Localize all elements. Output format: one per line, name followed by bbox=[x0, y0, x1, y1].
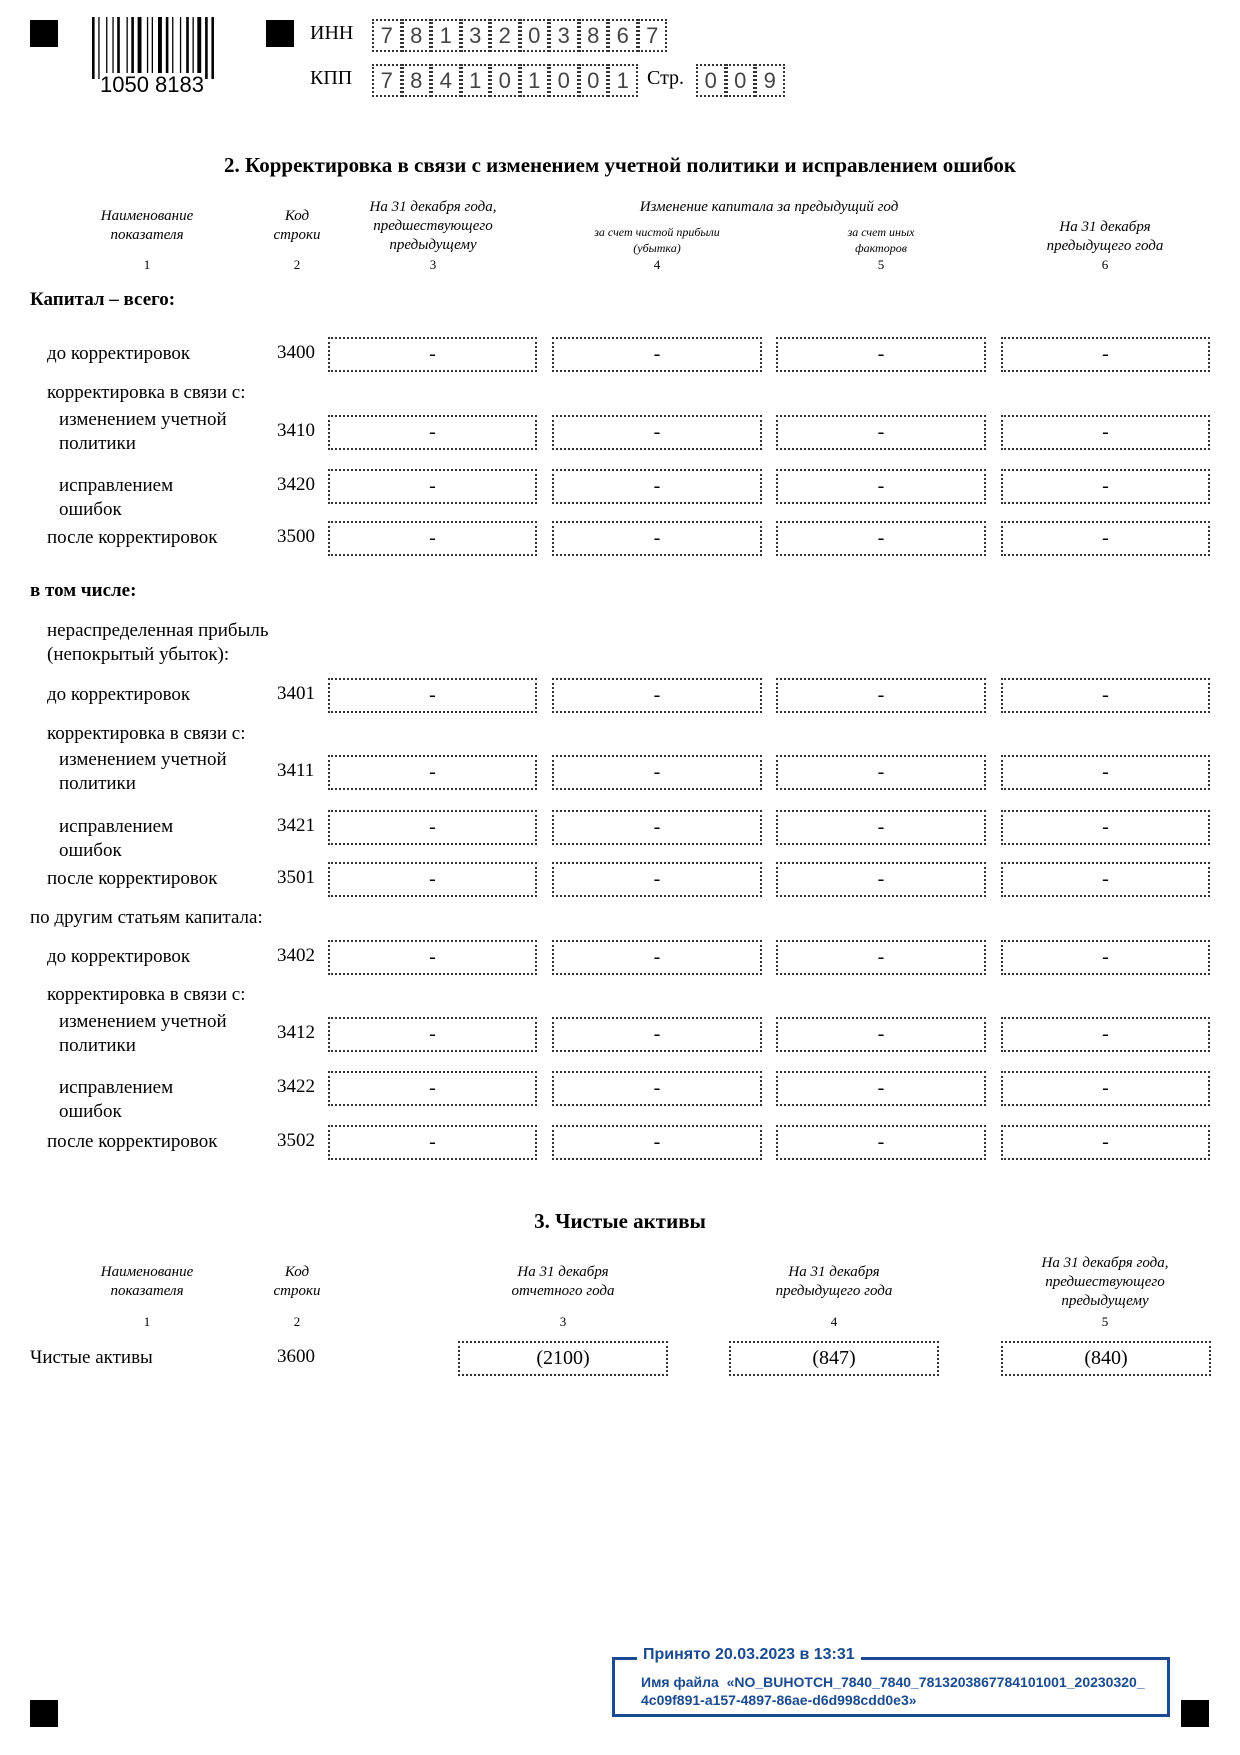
value-field[interactable]: - bbox=[1001, 469, 1210, 504]
row-label: исправлением ошибок bbox=[59, 475, 174, 520]
inn-digit: 1 bbox=[431, 19, 461, 52]
net-assets-label: Чистые активы bbox=[30, 1347, 153, 1368]
inn-digit: 3 bbox=[461, 19, 491, 52]
barcode-number: 1050 8183 bbox=[100, 72, 204, 97]
kpp-digit: 1 bbox=[520, 64, 550, 97]
page-digit: 0 bbox=[696, 64, 726, 97]
row-code: 3401 bbox=[277, 683, 315, 704]
inn-digit: 8 bbox=[579, 19, 609, 52]
kpp-digit: 0 bbox=[579, 64, 609, 97]
col-number: 1 bbox=[143, 1314, 151, 1329]
value-field[interactable]: - bbox=[1001, 521, 1210, 556]
col-number: 4 bbox=[830, 1314, 838, 1329]
value-field[interactable]: - bbox=[776, 678, 986, 713]
file-name-line1: «NO_BUHOTCH_7840_7840_7813203867784101001_20230320_ bbox=[726, 1674, 1145, 1690]
col-number: 6 bbox=[1101, 257, 1109, 272]
row-code: 3412 bbox=[277, 1022, 315, 1043]
value-field[interactable]: - bbox=[328, 810, 537, 845]
col-header-4: за счет чистой прибыли (убытка) bbox=[594, 225, 720, 255]
section2-title: 2. Корректировка в связи с изменением учетной политики и исправлением ошибок bbox=[224, 153, 1016, 177]
row-code: 3422 bbox=[277, 1076, 315, 1097]
page-label: Стр. bbox=[647, 67, 685, 89]
value-field[interactable]: - bbox=[1001, 862, 1210, 897]
col-number: 1 bbox=[143, 257, 151, 272]
col-number: 5 bbox=[877, 257, 885, 272]
value-field[interactable]: - bbox=[776, 810, 986, 845]
kpp-digit: 0 bbox=[490, 64, 520, 97]
registration-mark bbox=[266, 20, 294, 47]
col-number: 2 bbox=[293, 1314, 301, 1329]
kpp-digit: 8 bbox=[402, 64, 432, 97]
row-label: в том числе: bbox=[30, 580, 137, 601]
inn-digit: 6 bbox=[608, 19, 638, 52]
value-field[interactable]: - bbox=[776, 755, 986, 790]
stamp-accepted: Принято 20.03.2023 в 13:31 bbox=[637, 1646, 861, 1664]
col-number: 4 bbox=[653, 257, 661, 272]
row-label: до корректировок bbox=[47, 946, 191, 967]
col-header-name: Наименование показателя bbox=[100, 1264, 194, 1299]
value-field[interactable]: - bbox=[1001, 1017, 1210, 1052]
col-header-5: На 31 декабря года, предшествующего предыдущему bbox=[1041, 1255, 1169, 1309]
value-field[interactable]: - bbox=[328, 755, 537, 790]
value-field[interactable]: - bbox=[328, 415, 537, 450]
inn-label: ИНН bbox=[310, 22, 354, 44]
value-field[interactable]: - bbox=[1001, 940, 1210, 975]
value-field[interactable]: - bbox=[776, 415, 986, 450]
value-field[interactable]: - bbox=[328, 1125, 537, 1160]
row-label: до корректировок bbox=[47, 684, 191, 705]
col-header-name: Наименование показателя bbox=[100, 208, 194, 243]
value-field[interactable]: - bbox=[1001, 337, 1210, 372]
value-field[interactable]: - bbox=[552, 862, 762, 897]
value-field[interactable]: - bbox=[552, 521, 762, 556]
value-field[interactable]: - bbox=[776, 940, 986, 975]
col-number: 2 bbox=[293, 257, 301, 272]
kpp-digit: 4 bbox=[431, 64, 461, 97]
value-field[interactable]: - bbox=[552, 810, 762, 845]
value-field[interactable]: - bbox=[552, 678, 762, 713]
row-label: Капитал – всего: bbox=[30, 289, 176, 310]
value-field[interactable]: - bbox=[776, 1125, 986, 1160]
value-field[interactable]: - bbox=[328, 678, 537, 713]
row-code: 3410 bbox=[277, 420, 315, 441]
col-header-code: Код строки bbox=[273, 208, 321, 243]
row-code: 3400 bbox=[277, 342, 315, 363]
value-field[interactable]: - bbox=[776, 337, 986, 372]
net-assets-value[interactable]: (847) bbox=[729, 1341, 939, 1376]
value-field[interactable]: - bbox=[328, 337, 537, 372]
value-field[interactable]: - bbox=[552, 415, 762, 450]
col-header-code: Код строки bbox=[273, 1264, 321, 1299]
row-label: изменением учетной политики bbox=[59, 1011, 227, 1056]
inn-digit: 7 bbox=[638, 19, 668, 52]
value-field[interactable]: - bbox=[776, 521, 986, 556]
row-label: корректировка в связи с: bbox=[47, 984, 246, 1005]
value-field[interactable]: - bbox=[1001, 1071, 1210, 1106]
row-label: нераспределенная прибыль (непокрытый убыток): bbox=[47, 620, 269, 665]
kpp-digit: 0 bbox=[549, 64, 579, 97]
value-field[interactable]: - bbox=[1001, 1125, 1210, 1160]
barcode-icon bbox=[92, 17, 237, 79]
col-header-6: На 31 декабря предыдущего года bbox=[1046, 219, 1164, 254]
value-field[interactable]: - bbox=[328, 1017, 537, 1052]
page-digit: 0 bbox=[726, 64, 756, 97]
value-field[interactable]: - bbox=[328, 862, 537, 897]
col-number: 3 bbox=[559, 1314, 567, 1329]
col-header-group: Изменение капитала за предыдущий год bbox=[639, 199, 899, 215]
value-field[interactable]: - bbox=[1001, 678, 1210, 713]
row-code: 3500 bbox=[277, 526, 315, 547]
col-header-3: На 31 декабря года, предшествующего предыдущему bbox=[369, 199, 497, 253]
net-assets-value[interactable]: (840) bbox=[1001, 1341, 1211, 1376]
kpp-digit: 1 bbox=[461, 64, 491, 97]
col-header-4: На 31 декабря предыдущего года bbox=[775, 1264, 893, 1299]
value-field[interactable]: - bbox=[552, 1125, 762, 1160]
value-field[interactable]: - bbox=[776, 1017, 986, 1052]
value-field[interactable]: - bbox=[776, 469, 986, 504]
row-label: до корректировок bbox=[47, 343, 191, 364]
value-field[interactable]: - bbox=[552, 1071, 762, 1106]
registration-mark bbox=[1181, 1700, 1209, 1727]
value-field[interactable]: - bbox=[552, 1017, 762, 1052]
inn-digit: 8 bbox=[402, 19, 432, 52]
row-label: исправлением ошибок bbox=[59, 816, 174, 861]
stamp-filename bbox=[641, 1673, 1145, 1709]
col-number: 3 bbox=[429, 257, 437, 272]
row-code: 3411 bbox=[277, 760, 315, 781]
value-field[interactable]: - bbox=[1001, 810, 1210, 845]
file-label: Имя файла bbox=[641, 1674, 719, 1690]
col-header-3: На 31 декабря отчетного года bbox=[511, 1264, 615, 1299]
row-code: 3420 bbox=[277, 474, 315, 495]
kpp-digit: 1 bbox=[608, 64, 638, 97]
inn-digit: 7 bbox=[372, 19, 402, 52]
row-code: 3501 bbox=[277, 867, 315, 888]
value-field[interactable]: - bbox=[776, 1071, 986, 1106]
value-field[interactable]: - bbox=[328, 521, 537, 556]
registration-mark bbox=[30, 20, 58, 47]
acceptance-stamp bbox=[612, 1646, 1170, 1717]
row-label: изменением учетной политики bbox=[59, 749, 227, 794]
row-code: 3600 bbox=[277, 1346, 315, 1367]
row-label: корректировка в связи с: bbox=[47, 723, 246, 744]
net-assets-value[interactable]: (2100) bbox=[458, 1341, 668, 1376]
row-label: после корректировок bbox=[47, 868, 218, 889]
section3-title: 3. Чистые активы bbox=[534, 1209, 706, 1233]
inn-digit: 2 bbox=[490, 19, 520, 52]
value-field[interactable]: - bbox=[328, 469, 537, 504]
row-label: корректировка в связи с: bbox=[47, 382, 246, 403]
value-field[interactable]: - bbox=[328, 1071, 537, 1106]
kpp-digit: 7 bbox=[372, 64, 402, 97]
kpp-label: КПП bbox=[310, 67, 353, 89]
row-code: 3421 bbox=[277, 815, 315, 836]
row-label: после корректировок bbox=[47, 1131, 218, 1152]
value-field[interactable]: - bbox=[1001, 755, 1210, 790]
row-label: по другим статьям капитала: bbox=[30, 907, 263, 928]
row-label: исправлением ошибок bbox=[59, 1077, 174, 1122]
row-label: после корректировок bbox=[47, 527, 218, 548]
row-code: 3502 bbox=[277, 1130, 315, 1151]
col-header-5: за счет иных факторов bbox=[847, 225, 915, 255]
value-field[interactable]: - bbox=[328, 940, 537, 975]
page-digit: 9 bbox=[755, 64, 785, 97]
file-name-line2: 4c09f891-a157-4897-86ae-d6d998cdd0e3» bbox=[641, 1692, 917, 1708]
row-code: 3402 bbox=[277, 945, 315, 966]
inn-digit: 0 bbox=[520, 19, 550, 52]
row-label: изменением учетной политики bbox=[59, 409, 227, 454]
value-field[interactable]: - bbox=[552, 940, 762, 975]
value-field[interactable]: - bbox=[776, 862, 986, 897]
inn-digit: 3 bbox=[549, 19, 579, 52]
value-field[interactable]: - bbox=[1001, 415, 1210, 450]
value-field[interactable]: - bbox=[552, 337, 762, 372]
value-field[interactable]: - bbox=[552, 755, 762, 790]
col-number: 5 bbox=[1101, 1314, 1109, 1329]
registration-mark bbox=[30, 1700, 58, 1727]
value-field[interactable]: - bbox=[552, 469, 762, 504]
